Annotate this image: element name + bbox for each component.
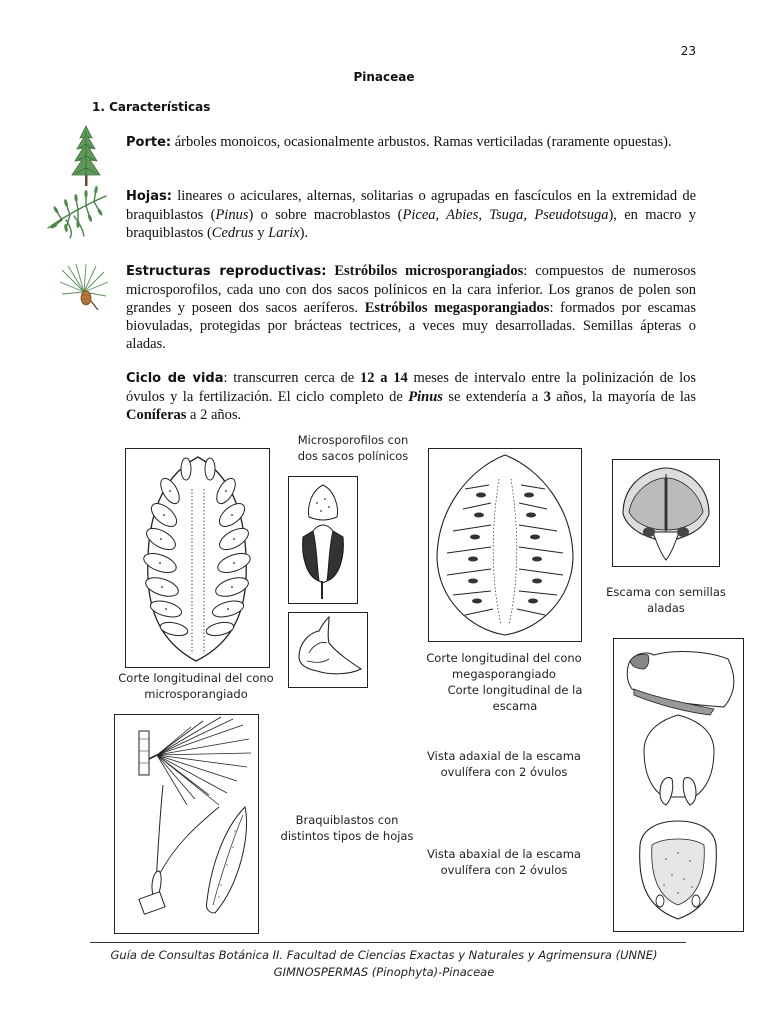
ciclo-years: 3: [543, 389, 551, 405]
porte-text: árboles monoicos, ocasionalmente arbustos. Ramas verticiladas (raramente opuestas).: [174, 134, 672, 150]
porte-paragraph: [126, 133, 696, 152]
conifer-tree-icon: [66, 124, 106, 188]
microsporophyll-side-figure: [288, 612, 368, 688]
section-title: 1. Características: [92, 100, 211, 114]
hojas-pinus: Pinus: [215, 207, 249, 223]
porte-label: Porte:: [126, 135, 172, 150]
ciclo-text: meses de intervalo entre la polinización de los óvulos y la fertilización. El ciclo completo de: [126, 370, 696, 405]
caption-corte-escama: Corte longitudinal de la escama: [447, 683, 583, 713]
hojas-genera: Picea, Abies, Tsuga, Pseudotsuga: [402, 207, 609, 223]
megasporangiate-cone-figure: [428, 448, 582, 642]
estructuras-text: : compuestos de numerosos microsporofilos, cada uno con dos sacos polínicos en la cara inferior. Los granos de polen son grandes y poseen dos sacos aeríferos.: [126, 263, 696, 316]
pine-cone-needles-icon: [58, 262, 110, 314]
hojas-text: lineares o aciculares, alternas, solitarias o agrupadas en fascículos en la extremidad de braquiblastos (: [126, 188, 697, 223]
estructuras-label: Estructuras reproductivas:: [126, 264, 327, 279]
ciclo-coniferas: Coníferas: [126, 407, 187, 423]
ciclo-text: se extendería a: [442, 389, 544, 405]
hojas-text: ) o sobre macroblastos (: [248, 207, 403, 223]
hojas-paragraph: [126, 187, 696, 242]
winged-seed-scale-figure: [612, 459, 720, 567]
caption-corte-mega: Corte longitudinal del cono megasporangiado: [426, 651, 582, 681]
ciclo-text: años, la mayoría de las: [550, 389, 696, 405]
micro-label: Estróbilos microsporangiados: [334, 263, 524, 279]
caption-corte-micro: Corte longitudinal del cono microsporangiado: [118, 671, 274, 701]
hojas-text: ).: [299, 225, 309, 241]
hojas-larix: Larix: [268, 225, 300, 241]
hojas-label: Hojas:: [126, 189, 172, 204]
ciclo-paragraph: [126, 369, 696, 424]
estructuras-text: : formados por escamas biovuladas, protegidas por brácteas tectrices, a veces muy desarrolladas. Semillas ápteras o aladas.: [126, 300, 696, 352]
page-number: 23: [680, 44, 696, 58]
ciclo-text: a 2 años.: [186, 407, 242, 423]
hojas-text: ), en macro y braquiblastos (: [126, 207, 696, 241]
estructuras-paragraph: [126, 262, 696, 353]
ciclo-text: : transcurren cerca de: [223, 370, 360, 386]
brachyblast-figure: [114, 714, 259, 934]
caption-vista-adaxial: Vista adaxial de la escama ovulífera con 2 óvulos: [427, 749, 581, 779]
footer-line-1: Guía de Consultas Botánica II. Facultad de Ciencias Exactas y Naturales y Agrimensura (UNNE): [110, 948, 658, 962]
mega-label: Estróbilos megasporangiados: [364, 300, 550, 316]
ciclo-pinus: Pinus: [408, 389, 443, 405]
hojas-cedrus: Cedrus: [211, 225, 254, 241]
microsporangiate-cone-figure: [125, 448, 270, 668]
page-title: Pinaceae: [353, 70, 415, 84]
ciclo-months: 12 a 14: [359, 370, 408, 386]
caption-vista-abaxial: Vista abaxial de la escama ovulífera con 2 óvulos: [427, 847, 581, 877]
conifer-branch-icon: [44, 186, 110, 240]
caption-escama-semillas: Escama con semillas aladas: [606, 585, 726, 615]
caption-braquiblastos: Braquiblastos con distintos tipos de hojas: [280, 813, 414, 843]
footer-divider: [90, 942, 686, 943]
footer-line-2: GIMNOSPERMAS (Pinophyta)-Pinaceae: [273, 965, 495, 979]
ovuliferous-scale-figure: [613, 638, 744, 932]
hojas-text: y: [253, 225, 269, 241]
ciclo-label: Ciclo de vida: [126, 371, 224, 386]
caption-microsporofilos: Microsporofilos con dos sacos polínicos: [297, 433, 409, 463]
microsporophyll-figure: [288, 476, 358, 604]
